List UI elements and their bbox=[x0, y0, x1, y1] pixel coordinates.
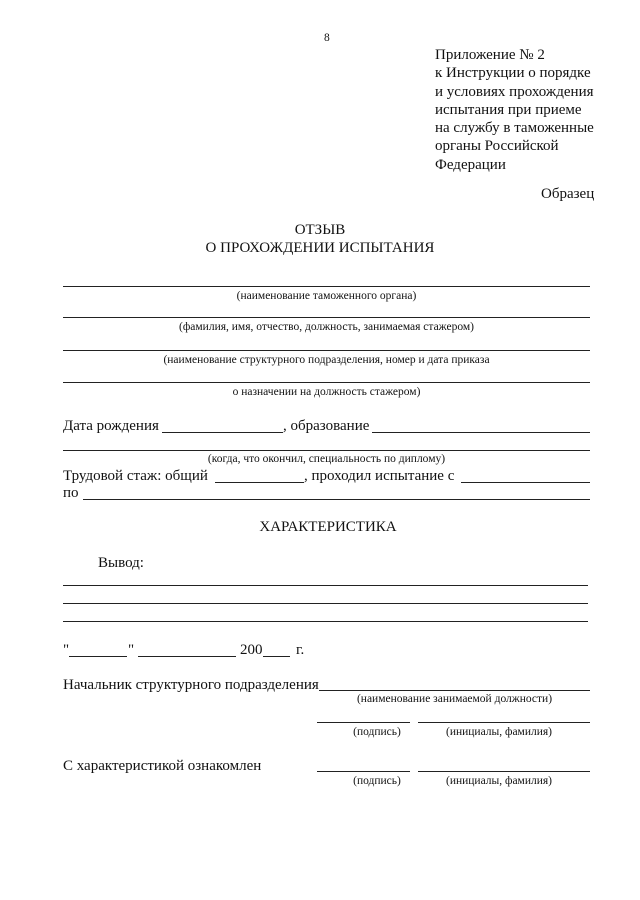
page-number: 8 bbox=[324, 32, 330, 44]
appendix-line: и условиях прохождения bbox=[435, 83, 594, 100]
initials-caption: (инициалы, фамилия) bbox=[445, 726, 553, 738]
customs-body-line bbox=[63, 286, 590, 287]
appointment-line bbox=[63, 382, 590, 383]
title-line1: ОТЗЫВ bbox=[294, 222, 346, 238]
structural-unit-line bbox=[63, 350, 590, 351]
head-initials-line bbox=[418, 722, 590, 723]
appendix-line: испытания при приеме bbox=[435, 101, 582, 118]
date-year: 200 bbox=[240, 642, 263, 658]
conclusion-line bbox=[63, 603, 588, 604]
appendix-line: органы Российской bbox=[435, 138, 559, 155]
education-caption: (когда, что окончил, специальность по диплому) bbox=[207, 453, 446, 465]
conclusion-line bbox=[63, 621, 588, 622]
conclusion-line bbox=[63, 585, 588, 586]
head-signature-line bbox=[317, 722, 410, 723]
date-year-line bbox=[263, 656, 290, 657]
customs-body-caption: (наименование таможенного органа) bbox=[236, 290, 417, 302]
trial-start-line bbox=[461, 482, 590, 483]
appendix-line: Федерации bbox=[435, 156, 506, 173]
education-detail-line bbox=[63, 450, 590, 451]
appointment-caption: о назначении на должность стажером) bbox=[232, 386, 421, 398]
fio-caption: (фамилия, имя, отчество, должность, занимаемая стажером) bbox=[179, 321, 474, 333]
experience-label: Трудовой стаж: общий bbox=[63, 468, 208, 484]
appendix-line: к Инструкции о порядке bbox=[435, 65, 591, 82]
acquainted-label: С характеристикой ознакомлен bbox=[63, 758, 262, 774]
signature-caption: (подпись) bbox=[353, 775, 401, 787]
date-quote-close: " bbox=[128, 642, 135, 658]
sample-label: Образец bbox=[541, 186, 595, 202]
trial-label: , проходил испытание с bbox=[304, 468, 455, 484]
structural-unit-caption: (наименование структурного подразделения, номер и дата приказа bbox=[163, 354, 490, 366]
appendix-block bbox=[435, 46, 594, 174]
characteristic-heading: ХАРАКТЕРИСТИКА bbox=[259, 519, 397, 535]
experience-line bbox=[215, 482, 304, 483]
appendix-line: на службу в таможенные bbox=[435, 120, 594, 137]
head-label: Начальник структурного подразделения bbox=[63, 677, 319, 693]
appendix-line: Приложение № 2 bbox=[435, 47, 545, 63]
position-caption: (наименование занимаемой должности) bbox=[356, 693, 553, 705]
to-label: по bbox=[63, 485, 79, 501]
trial-end-line bbox=[83, 499, 590, 500]
date-quote-open: " bbox=[63, 642, 70, 658]
education-label: , образование bbox=[283, 418, 370, 434]
date-day-line bbox=[69, 656, 127, 657]
birth-date-label: Дата рождения bbox=[63, 418, 159, 434]
head-position-line bbox=[319, 690, 590, 691]
acq-initials-line bbox=[418, 771, 590, 772]
conclusion-label: Вывод: bbox=[98, 555, 144, 571]
date-year-suffix: г. bbox=[296, 642, 305, 658]
education-line bbox=[372, 432, 590, 433]
signature-caption: (подпись) bbox=[353, 726, 401, 738]
acq-signature-line bbox=[317, 771, 410, 772]
birth-date-line bbox=[162, 432, 283, 433]
initials-caption: (инициалы, фамилия) bbox=[445, 775, 553, 787]
title-line2: О ПРОХОЖДЕНИИ ИСПЫТАНИЯ bbox=[205, 240, 435, 256]
fio-line bbox=[63, 317, 590, 318]
date-month-line bbox=[138, 656, 236, 657]
